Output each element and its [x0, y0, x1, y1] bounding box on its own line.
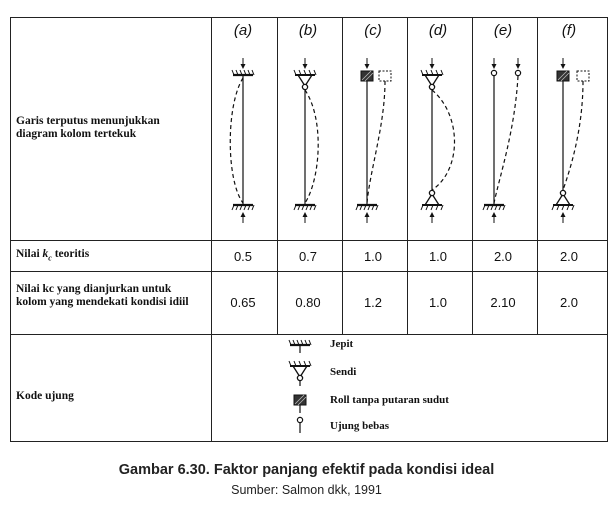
- load-arrow-icon: [365, 58, 370, 69]
- column-diagram-f: [552, 58, 589, 223]
- load-arrow-icon: [365, 212, 370, 223]
- case-letter-b: (b): [298, 22, 318, 39]
- load-arrow-icon: [561, 212, 566, 223]
- legend-icons: [289, 340, 311, 433]
- load-arrow-icon: [516, 58, 521, 69]
- pinned-support-icon: [294, 70, 316, 90]
- recommended-value-f: 2.0: [559, 295, 579, 310]
- load-arrow-icon: [492, 212, 497, 223]
- fixed-support-icon: [289, 340, 311, 345]
- load-arrow-icon: [303, 212, 308, 223]
- theoretical-value-e: 2.0: [493, 249, 513, 264]
- load-arrow-icon: [241, 58, 246, 69]
- legend-fixed-label: Jepit: [330, 338, 354, 350]
- legend-pinned-label: Sendi: [330, 366, 357, 378]
- theoretical-value-a: 0.5: [233, 249, 253, 264]
- free-end-icon: [491, 70, 496, 75]
- recommended-value-e: 2.10: [490, 295, 516, 310]
- fixed-support-icon: [232, 205, 254, 210]
- figure-source: Sumber: Salmon dkk, 1991: [231, 483, 382, 497]
- end-code-row-label: Kode ujung: [16, 390, 74, 402]
- case-letter-f: (f): [561, 22, 577, 39]
- free-end-icon: [515, 70, 520, 75]
- theoretical-row-label: Nilai $k_c$ teoritis: [16, 248, 90, 263]
- load-arrow-icon: [492, 58, 497, 69]
- fixed-support-icon: [483, 205, 505, 210]
- legend-free-label: Ujung bebas: [330, 420, 389, 432]
- figure-caption: Gambar 6.30. Faktor panjang efektif pada kondisi ideal: [118, 462, 495, 478]
- recommended-value-b: 0.80: [295, 295, 321, 310]
- case-letter-e: (e): [493, 22, 513, 39]
- diagram-row-label: Garis terputus menunjukkan diagram kolom tertekuk: [16, 115, 160, 140]
- case-letter-a: (a): [233, 22, 253, 39]
- fixed-support-icon: [232, 70, 254, 75]
- roller-support-icon: [379, 71, 391, 81]
- pinned-support-icon: [421, 190, 443, 210]
- roller-support-icon: [577, 71, 589, 81]
- theoretical-value-f: 2.0: [559, 249, 579, 264]
- roller-support-icon: [361, 71, 373, 81]
- case-letter-c: (c): [364, 22, 382, 39]
- fixed-support-icon: [294, 205, 316, 210]
- case-letter-d: (d): [428, 22, 448, 39]
- pinned-support-icon: [421, 70, 443, 90]
- free-end-icon: [297, 417, 302, 422]
- load-arrow-icon: [561, 58, 566, 69]
- recommended-value-d: 1.0: [428, 295, 448, 310]
- recommended-row-label: Nilai kc yang dianjurkan untuk kolom yang mendekati kondisi idiil: [16, 283, 189, 308]
- pinned-support-icon: [552, 190, 574, 210]
- legend-roller-label: Roll tanpa putaran sudut: [330, 394, 449, 406]
- column-diagram-a: [230, 58, 254, 223]
- fixed-support-icon: [356, 205, 378, 210]
- pinned-support-icon: [289, 361, 311, 381]
- roller-support-icon: [557, 71, 569, 81]
- recommended-value-c: 1.2: [363, 295, 383, 310]
- theoretical-value-d: 1.0: [428, 249, 448, 264]
- column-diagram-e: [483, 58, 521, 223]
- theoretical-value-b: 0.7: [298, 249, 318, 264]
- load-arrow-icon: [430, 212, 435, 223]
- recommended-value-a: 0.65: [230, 295, 256, 310]
- column-diagram-c: [356, 58, 391, 223]
- column-diagram-b: [294, 58, 318, 223]
- column-diagram-d: [421, 58, 455, 223]
- theoretical-value-c: 1.0: [363, 249, 383, 264]
- load-arrow-icon: [241, 212, 246, 223]
- load-arrow-icon: [303, 58, 308, 69]
- load-arrow-icon: [430, 58, 435, 69]
- roller-support-icon: [294, 395, 306, 405]
